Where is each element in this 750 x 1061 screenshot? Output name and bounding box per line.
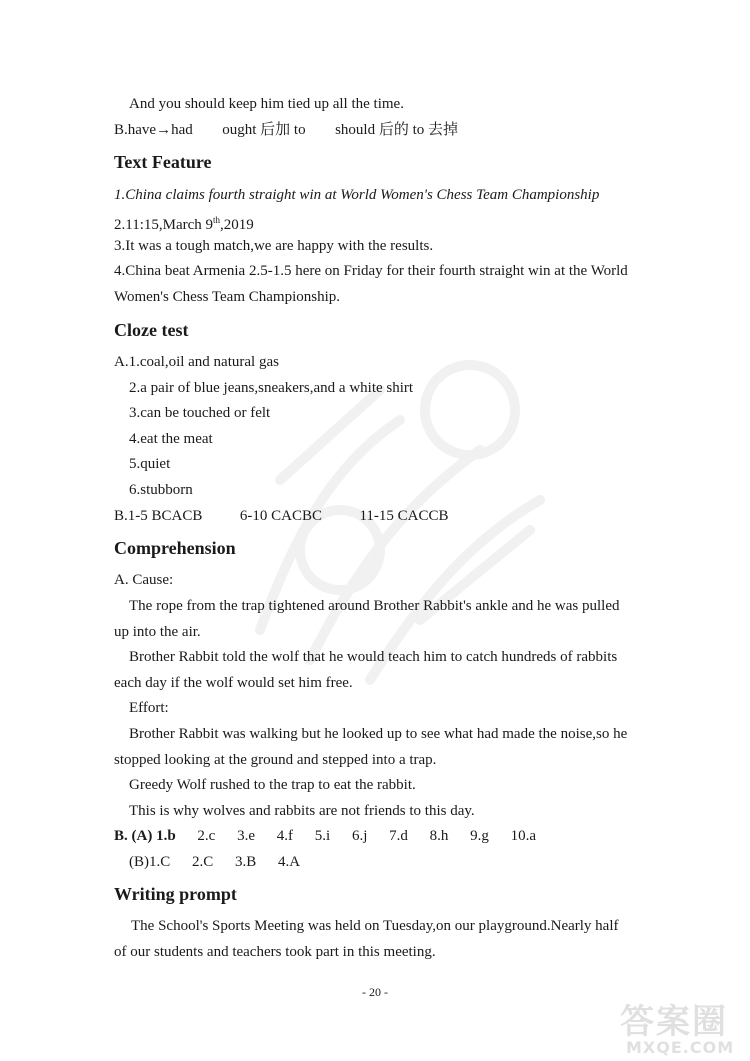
comprehension-b-a-answers [114,826,536,846]
answer-item: 4.A [278,854,301,870]
effort-text: Brother Rabbit was walking but he looked up to see what had made the noise,so he [129,726,628,742]
intro-b-label: B.have→had [114,122,193,138]
text-feature-item-1: 1.China claims fourth straight win at World Women's Chess Team Championship [114,187,600,203]
cloze-b-answers [114,506,449,526]
comprehension-b-b-label: (B)1.C [129,854,171,870]
writing-text: of our students and teachers took part in this meeting. [114,944,436,960]
cause-text: The rope from the trap tightened around Brother Rabbit's ankle and he was pulled [129,598,620,614]
intro-b-item: ought 后加 to [222,122,306,138]
logo-text: 答案圈 [620,1002,728,1042]
cloze-answer: 2.a pair of blue jeans,sneakers,and a white shirt [129,380,414,396]
answer-item: 6.j [351,828,368,844]
cause-text: up into the air. [114,624,201,640]
answer-item: 2.C [192,854,214,870]
answer-item: 4.f [276,828,294,844]
page-number: - 20 - [362,985,388,999]
answer-item: 5.i [314,828,331,844]
answer-item: 3.B [235,854,257,870]
answer-item: 9.g [470,828,489,844]
effort-label: Effort: [129,700,169,716]
text-feature-item-2 [114,210,254,235]
intro-b-item: should 后的 to 去掉 [335,122,459,138]
answer-item: 3.e [237,828,256,844]
logo-domain: MXQE.COM [626,1038,735,1057]
cloze-answer: 3.can be touched or felt [129,405,271,421]
cloze-answer: 6.stubborn [129,482,193,498]
cloze-answer: A.1.coal,oil and natural gas [114,354,279,370]
effort-text: This is why wolves and rabbits are not friends to this day. [129,803,475,819]
effort-text: stopped looking at the ground and stepped into a trap. [114,752,437,768]
date-text: 2.11:15,March 9 [114,217,214,233]
site-logo [610,990,750,1061]
section-heading-writing: Writing prompt [114,884,237,904]
answer-item: 10.a [510,828,537,844]
writing-text: The School's Sports Meeting was held on Tuesday,on our playground.Nearly half [131,918,619,934]
answer-item: 2.c [197,828,216,844]
text-feature-item-3: 3.It was a tough match,we are happy with the results. [114,238,434,254]
cause-text: each day if the wolf would set him free. [114,675,353,691]
cloze-b-group: 6-10 CACBC [239,508,322,524]
text-feature-item-4: 4.China beat Armenia 2.5-1.5 here on Friday for their fourth straight win at the World [114,263,628,279]
text-feature-item-4-cont: Women's Chess Team Championship. [114,289,340,305]
effort-text: Greedy Wolf rushed to the trap to eat the rabbit. [129,777,416,793]
section-heading-cloze: Cloze test [114,320,189,340]
cloze-answer: 5.quiet [129,456,171,472]
section-heading-text-feature: Text Feature [114,152,212,172]
cloze-b-group: B.1-5 BCACB [114,508,203,524]
date-superscript: th [213,215,221,225]
cloze-b-group: 11-15 CACCB [359,508,449,524]
answer-item: 8.h [429,828,449,844]
comprehension-b-label: B. (A) 1.b [114,828,176,844]
comprehension-b-b-answers [129,852,300,872]
cause-label: A. Cause: [114,572,174,588]
intro-line: And you should keep him tied up all the time. [129,96,404,112]
section-heading-comprehension: Comprehension [114,538,236,558]
intro-answer-b [114,120,458,140]
answer-item: 7.d [389,828,408,844]
cloze-answer: 4.eat the meat [129,431,213,447]
cause-text: Brother Rabbit told the wolf that he would teach him to catch hundreds of rabbits [129,649,618,665]
date-year: ,2019 [220,217,254,233]
